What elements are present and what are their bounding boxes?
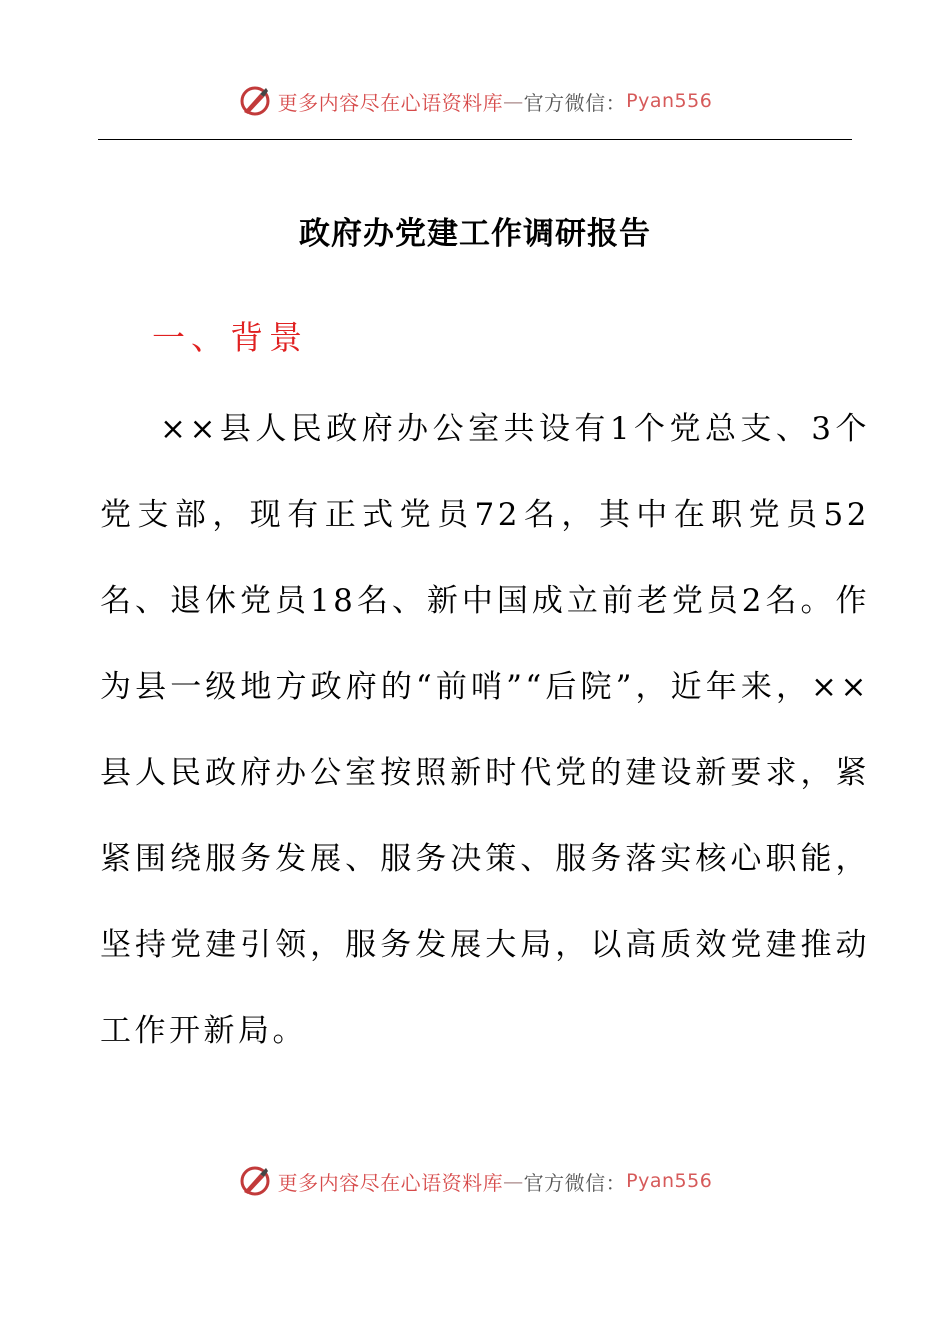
document-title: 政府办党建工作调研报告 [299, 216, 651, 252]
footer-banner [0, 1164, 950, 1198]
banner-label: 官方微信： [523, 90, 627, 115]
pen-logo-icon [238, 84, 272, 118]
banner-handle: Pyan556 [626, 90, 713, 112]
header-banner [0, 84, 950, 118]
body-text [100, 386, 870, 1074]
header-divider [98, 139, 852, 140]
body-paragraph: ××县人民政府办公室共设有1个党总支、3个党支部，现有正式党员72名，其中在职党员52名、退休党员18名、新中国成立前老党员2名。作为县一级地方政府的“前哨”“后院”，近年来，××县人民政府办公室按照新时代党的建设新要求，紧紧围绕服务发展、服务决策、服务落实核心职能，坚持党建引领，服务发展大局，以高质效党建推动工作开新局。 [100, 411, 870, 1049]
banner-brand: 更多内容尽在心语资料库 [277, 1170, 504, 1195]
banner-dash: — [503, 1169, 524, 1193]
banner-dash: — [503, 89, 524, 113]
banner-brand: 更多内容尽在心语资料库 [277, 90, 504, 115]
section-heading: 一、背景 [152, 318, 308, 357]
banner-handle: Pyan556 [626, 1170, 713, 1192]
banner-label: 官方微信： [523, 1170, 627, 1195]
pen-logo-icon [238, 1164, 272, 1198]
